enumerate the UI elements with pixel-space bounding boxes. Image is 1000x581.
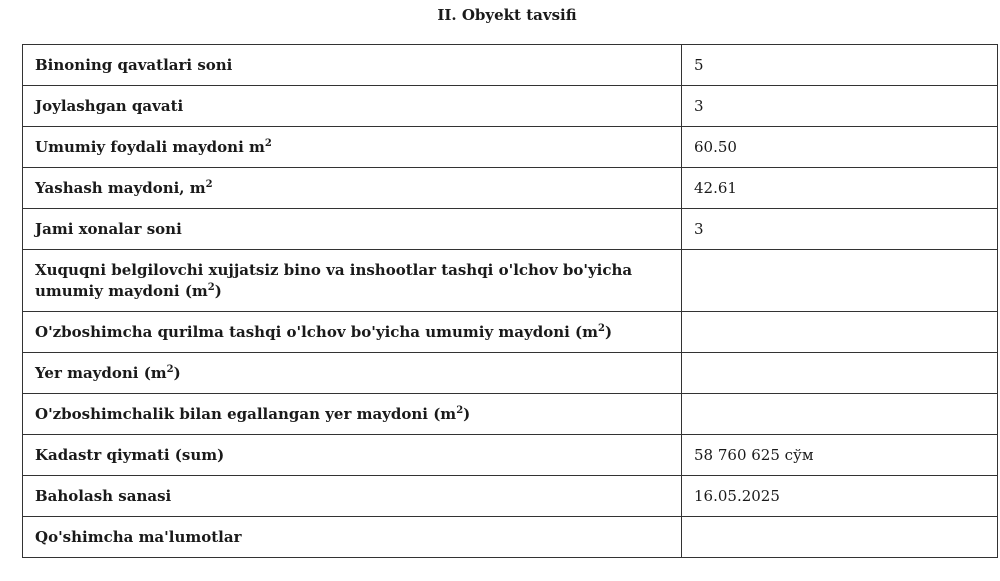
table-row — [23, 476, 998, 517]
unit-superscript: 2 — [207, 281, 215, 293]
table-row — [23, 517, 998, 558]
row-label: Kadastr qiymati (sum) — [35, 445, 225, 464]
row-label-cell — [23, 127, 682, 168]
row-label-cell — [23, 435, 682, 476]
row-label-cell — [23, 250, 682, 312]
row-label-cell — [23, 209, 682, 250]
table-row — [23, 435, 998, 476]
table-row — [23, 45, 998, 86]
row-label-cell — [23, 353, 682, 394]
unit-superscript: 2 — [166, 363, 174, 375]
object-description-table — [22, 44, 998, 558]
row-label-suffix: ) — [214, 281, 222, 300]
row-label: Yashash maydoni, m — [35, 178, 206, 197]
table-row — [23, 394, 998, 435]
unit-superscript: 2 — [456, 404, 464, 416]
row-label-cell — [23, 45, 682, 86]
row-value-cell: 3 — [682, 209, 998, 250]
table-row — [23, 86, 998, 127]
section-title: II. Obyekt tavsifi — [437, 6, 577, 24]
row-label-suffix: ) — [463, 404, 471, 423]
row-label-suffix: ) — [173, 363, 181, 382]
table-row — [23, 127, 998, 168]
row-label-cell — [23, 312, 682, 353]
row-value-cell: 58 760 625 сўм — [682, 435, 998, 476]
row-label: Umumiy foydali maydoni m — [35, 137, 265, 156]
row-label: O'zboshimchalik bilan egallangan yer maydoni (m — [35, 404, 457, 423]
row-label-suffix: ) — [605, 322, 613, 341]
table-row — [23, 250, 998, 312]
row-label: Jami xonalar soni — [35, 219, 182, 238]
row-label-cell — [23, 517, 682, 558]
row-value-cell: 3 — [682, 86, 998, 127]
row-value-cell — [682, 353, 998, 394]
row-value-cell: 5 — [682, 45, 998, 86]
row-label: Baholash sanasi — [35, 486, 172, 505]
row-label-cell — [23, 394, 682, 435]
table-row — [23, 353, 998, 394]
row-label-cell — [23, 86, 682, 127]
row-value-cell — [682, 394, 998, 435]
row-value-cell — [682, 312, 998, 353]
row-label: Binoning qavatlari soni — [35, 55, 233, 74]
row-label: Xuquqni belgilovchi xujjatsiz bino va inshootlar tashqi o'lchov bo'yicha umumiy maydoni (m — [35, 260, 633, 300]
unit-superscript: 2 — [598, 322, 605, 334]
unit-superscript: 2 — [205, 178, 213, 190]
row-value-cell — [682, 517, 998, 558]
row-label: Yer maydoni (m — [35, 363, 167, 382]
row-label: Joylashgan qavati — [35, 96, 184, 115]
table-row — [23, 312, 998, 353]
table-row — [23, 168, 998, 209]
row-label-cell — [23, 476, 682, 517]
unit-superscript: 2 — [264, 137, 272, 149]
row-value-cell — [682, 250, 998, 312]
row-label: O'zboshimcha qurilma tashqi o'lchov bo'yicha umumiy maydoni (m — [35, 322, 599, 341]
table-row — [23, 209, 998, 250]
row-value-cell: 16.05.2025 — [682, 476, 998, 517]
row-label-cell — [23, 168, 682, 209]
row-value-cell: 42.61 — [682, 168, 998, 209]
row-label: Qo'shimcha ma'lumotlar — [35, 527, 242, 546]
row-value-cell: 60.50 — [682, 127, 998, 168]
